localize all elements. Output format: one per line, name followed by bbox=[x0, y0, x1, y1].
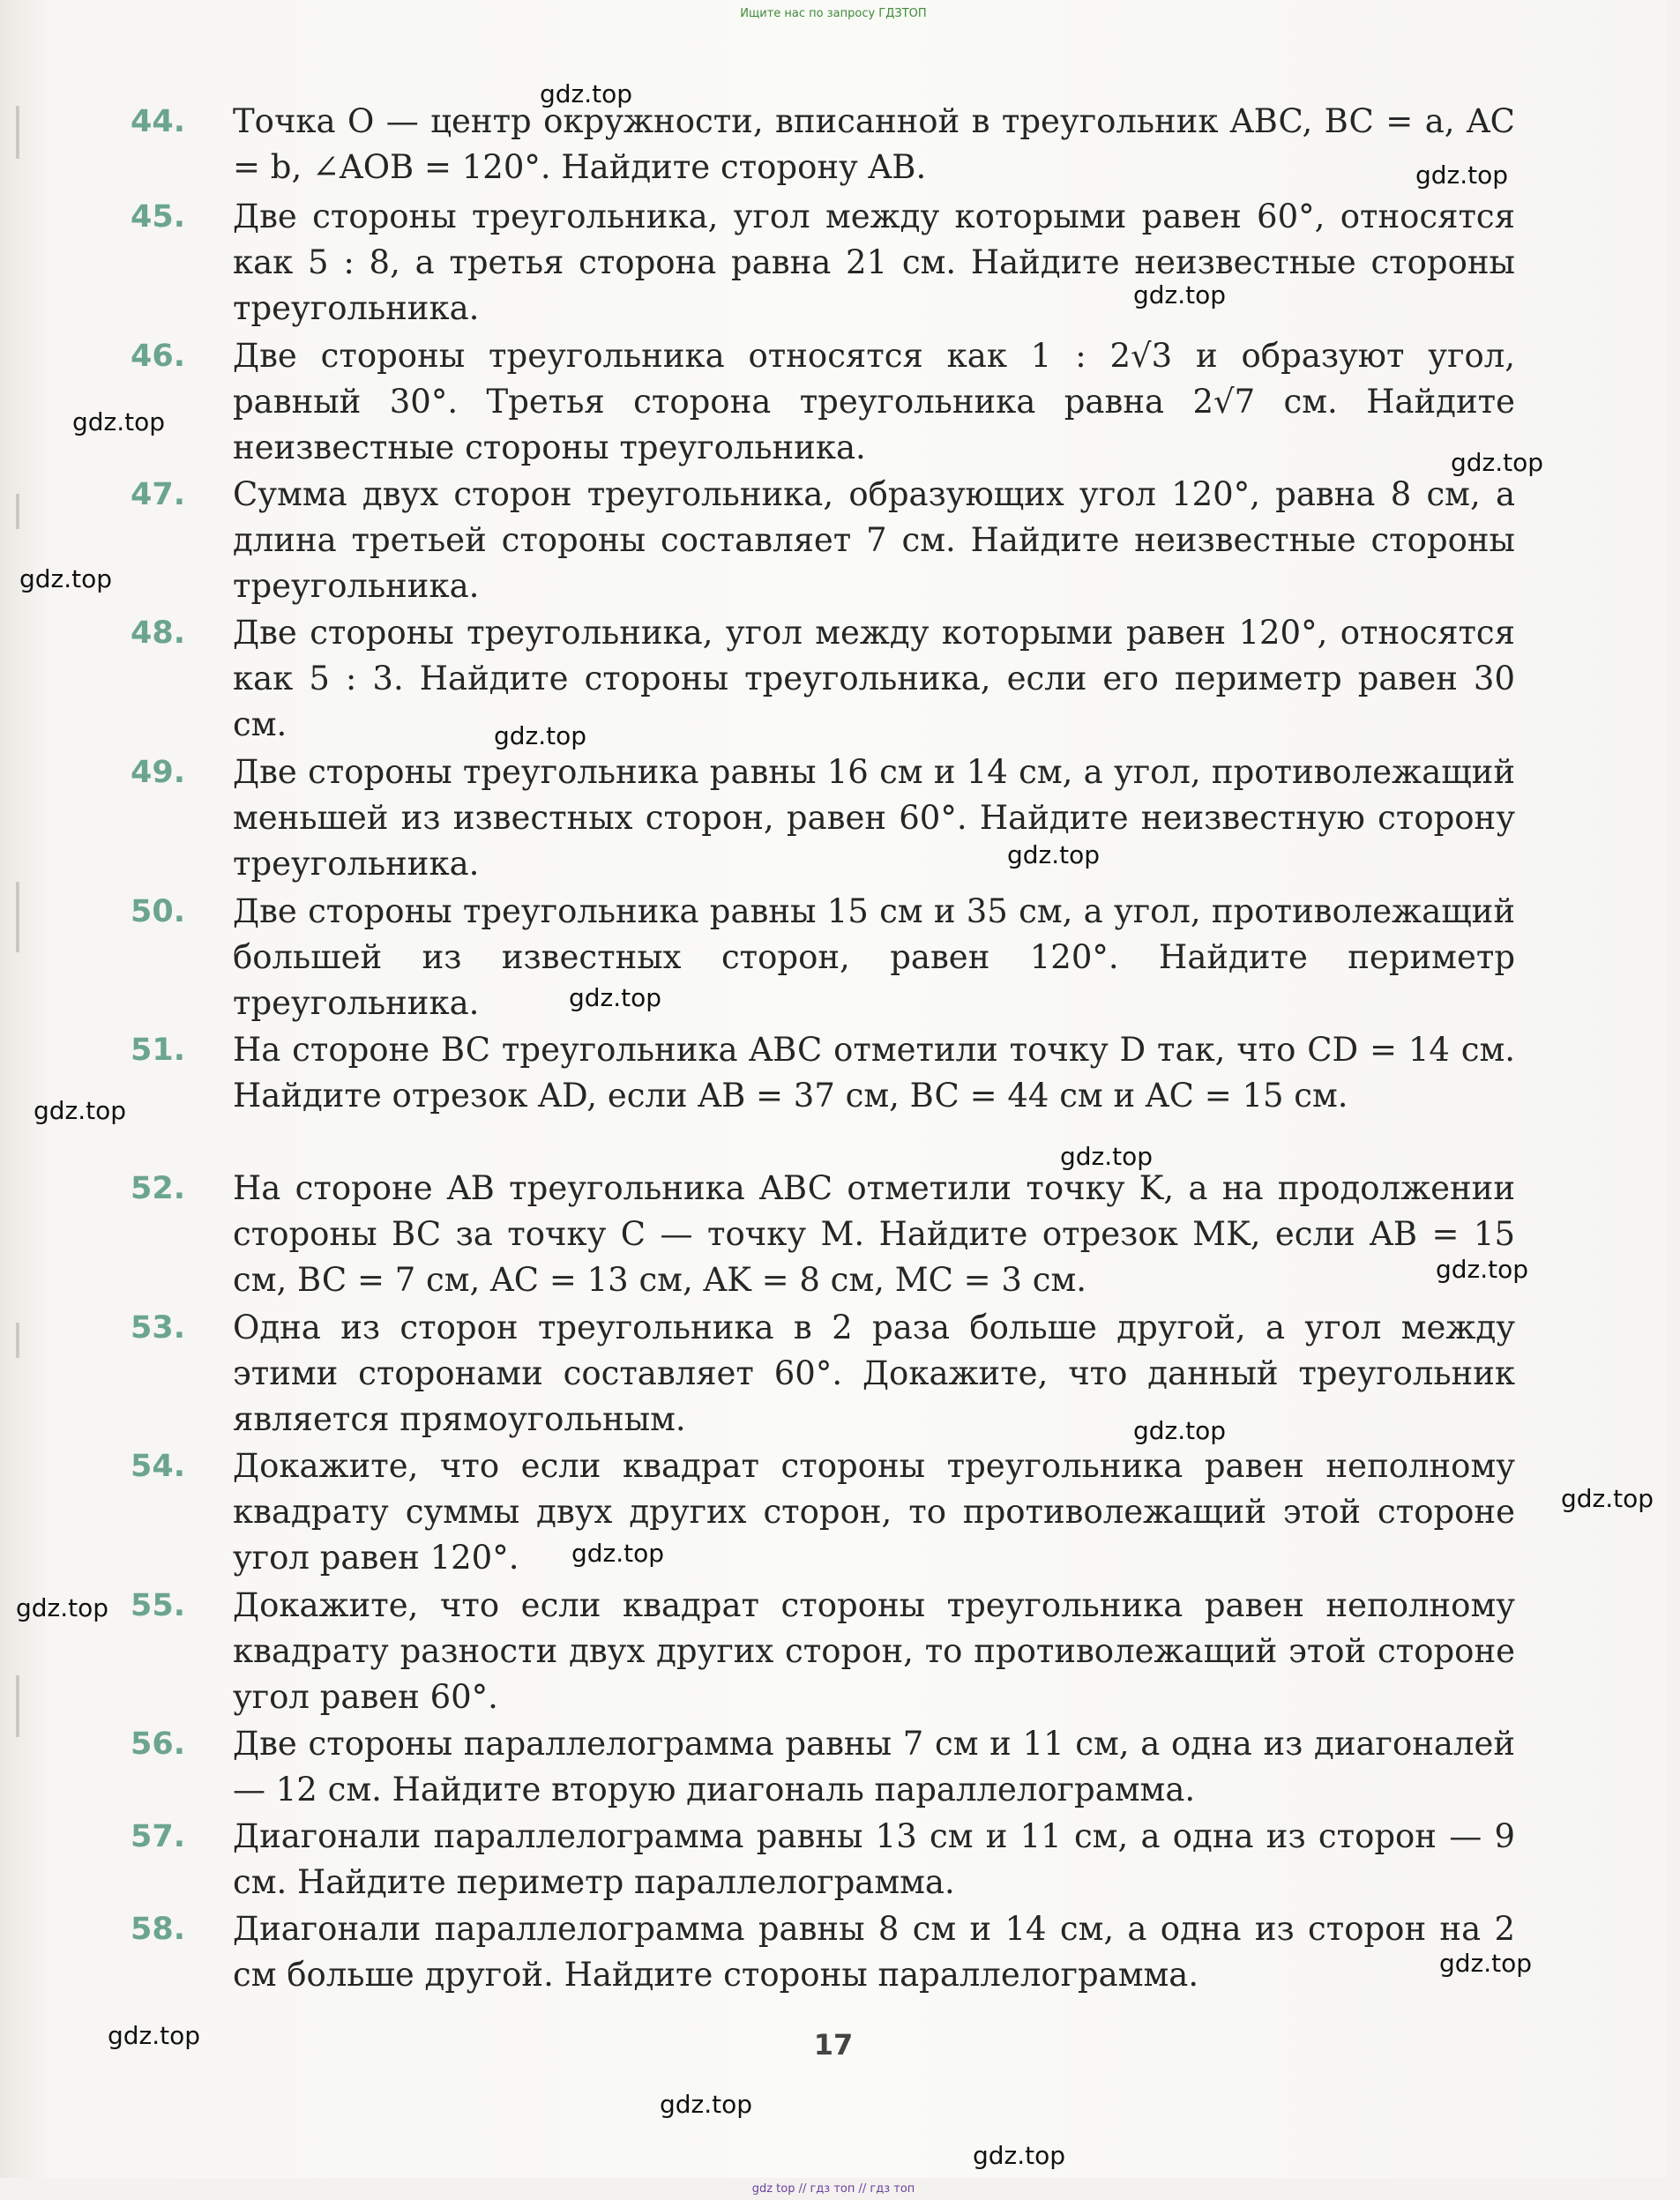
problem-number: 50. bbox=[131, 894, 186, 929]
problem-44 bbox=[131, 99, 1515, 190]
watermark: gdz.top bbox=[569, 983, 662, 1012]
problem-text: Две стороны треугольника равны 16 см и 14 см, а угол, противолежащий меньшей из известных сторон, равен 60°. Найдите неизвестную сторону треугольника. bbox=[233, 753, 1515, 883]
binding-mark bbox=[16, 106, 19, 159]
problem-53 bbox=[131, 1305, 1515, 1443]
problem-number: 52. bbox=[131, 1171, 186, 1206]
watermark: gdz.top bbox=[1415, 160, 1509, 190]
watermark: gdz.top bbox=[72, 407, 166, 436]
watermark: gdz.top bbox=[16, 1593, 109, 1622]
problem-text: Сумма двух сторон треугольника, образующих угол 120°, равна 8 см, а длина третьей стороны составляет 7 см. Найдите неизвестные стороны треугольника. bbox=[233, 475, 1515, 605]
problem-text: Две стороны треугольника относятся как 1 : 2√3 и образуют угол, равный 30°. Третья сторона треугольника равна 2√7 см. Найдите неизвестные стороны треугольника. bbox=[233, 337, 1515, 466]
watermark: gdz.top bbox=[108, 2021, 201, 2050]
problem-number: 57. bbox=[131, 1819, 186, 1854]
problem-number: 45. bbox=[131, 199, 186, 235]
footer-note: gdz top // гдз топ // гдз топ bbox=[751, 2182, 915, 2196]
problem-text: Докажите, что если квадрат стороны треугольника равен неполному квадрату суммы двух других сторон, то противолежащий этой стороне угол равен 120°. bbox=[233, 1447, 1515, 1577]
problem-45 bbox=[131, 194, 1515, 332]
problem-52 bbox=[131, 1166, 1515, 1303]
problem-number: 49. bbox=[131, 755, 186, 790]
watermark: gdz.top bbox=[1439, 1949, 1533, 1978]
problem-text: На стороне BC треугольника ABC отметили точку D так, что CD = 14 см. Найдите отрезок AD, если AB = 37 см, BC = 44 см и AC = 15 см. bbox=[233, 1031, 1515, 1115]
problem-50 bbox=[131, 889, 1515, 1026]
watermark: gdz.top bbox=[1060, 1142, 1154, 1171]
watermark: gdz.top bbox=[1133, 280, 1227, 309]
problem-47 bbox=[131, 472, 1515, 609]
binding-mark bbox=[16, 1323, 19, 1358]
binding-mark bbox=[16, 882, 19, 952]
watermark: gdz.top bbox=[1007, 840, 1101, 869]
problem-number: 58. bbox=[131, 1912, 186, 1947]
problem-text: Две стороны треугольника равны 15 см и 35 см, а угол, противолежащий большей из известных сторон, равен 120°. Найдите периметр треугольника. bbox=[233, 892, 1515, 1022]
problem-58 bbox=[131, 1906, 1515, 1998]
watermark: gdz.top bbox=[540, 79, 633, 108]
problem-text: Две стороны параллелограмма равны 7 см и 11 см, а одна из диагоналей — 12 см. Найдите вторую диагональ параллелограмма. bbox=[233, 1725, 1515, 1808]
watermark: gdz.top bbox=[571, 1539, 665, 1568]
page-number: 17 bbox=[813, 2028, 854, 2062]
problem-text: Две стороны треугольника, угол между которыми равен 120°, относятся как 5 : 3. Найдите стороны треугольника, если его периметр равен 30 см. bbox=[233, 614, 1515, 743]
problem-51 bbox=[131, 1027, 1515, 1119]
problem-number: 54. bbox=[131, 1449, 186, 1484]
watermark: gdz.top bbox=[1436, 1255, 1529, 1284]
binding-mark bbox=[16, 494, 19, 529]
problem-57 bbox=[131, 1814, 1515, 1905]
problem-number: 47. bbox=[131, 477, 186, 512]
watermark: gdz.top bbox=[19, 564, 113, 593]
problem-text: Точка O — центр окружности, вписанной в треугольник ABC, BC = a, AC = b, ∠AOB = 120°. Найдите сторону AB. bbox=[233, 102, 1515, 186]
watermark: gdz.top bbox=[1133, 1416, 1227, 1445]
problem-56 bbox=[131, 1721, 1515, 1813]
watermark: gdz.top bbox=[660, 2090, 753, 2119]
problem-number: 44. bbox=[131, 104, 186, 139]
problem-54 bbox=[131, 1443, 1515, 1581]
problem-text: Докажите, что если квадрат стороны треугольника равен неполному квадрату разности двух других сторон, то противолежащий этой стороне угол равен 60°. bbox=[233, 1586, 1515, 1716]
problem-number: 48. bbox=[131, 615, 186, 651]
problem-text: Одна из сторон треугольника в 2 раза больше другой, а угол между этими сторонами составляет 60°. Докажите, что данный треугольник является прямоугольным. bbox=[233, 1309, 1515, 1438]
problem-number: 55. bbox=[131, 1588, 186, 1623]
problem-text: Диагонали параллелограмма равны 8 см и 14 см, а одна из сторон на 2 см больше другой. Найдите стороны параллелограмма. bbox=[233, 1910, 1515, 1994]
watermark: gdz.top bbox=[494, 721, 587, 750]
watermark: gdz.top bbox=[34, 1096, 127, 1125]
problem-text: Две стороны треугольника, угол между которыми равен 60°, относятся как 5 : 8, а третья сторона равна 21 см. Найдите неизвестные стороны треугольника. bbox=[233, 198, 1515, 327]
problem-49 bbox=[131, 749, 1515, 887]
problem-number: 46. bbox=[131, 339, 186, 374]
problem-number: 51. bbox=[131, 1033, 186, 1068]
problem-48 bbox=[131, 610, 1515, 748]
problem-number: 53. bbox=[131, 1310, 186, 1346]
binding-mark bbox=[16, 1675, 19, 1737]
watermark: gdz.top bbox=[1451, 448, 1544, 477]
problem-text: Диагонали параллелограмма равны 13 см и 11 см, а одна из сторон — 9 см. Найдите периметр параллелограмма. bbox=[233, 1817, 1515, 1901]
problem-55 bbox=[131, 1583, 1515, 1720]
problem-text: На стороне AB треугольника ABC отметили точку K, а на продолжении стороны BC за точку C — точку M. Найдите отрезок MK, если AB = 15 см, BC = 7 см, AC = 13 см, AK = 8 см, MC = 3 см. bbox=[233, 1169, 1515, 1299]
problem-number: 56. bbox=[131, 1726, 186, 1762]
watermark: gdz.top bbox=[1561, 1484, 1654, 1513]
watermark: gdz.top bbox=[973, 2141, 1066, 2170]
problem-46 bbox=[131, 333, 1515, 471]
header-note: Ищите нас по запросу ГДЗТОП bbox=[740, 7, 927, 20]
